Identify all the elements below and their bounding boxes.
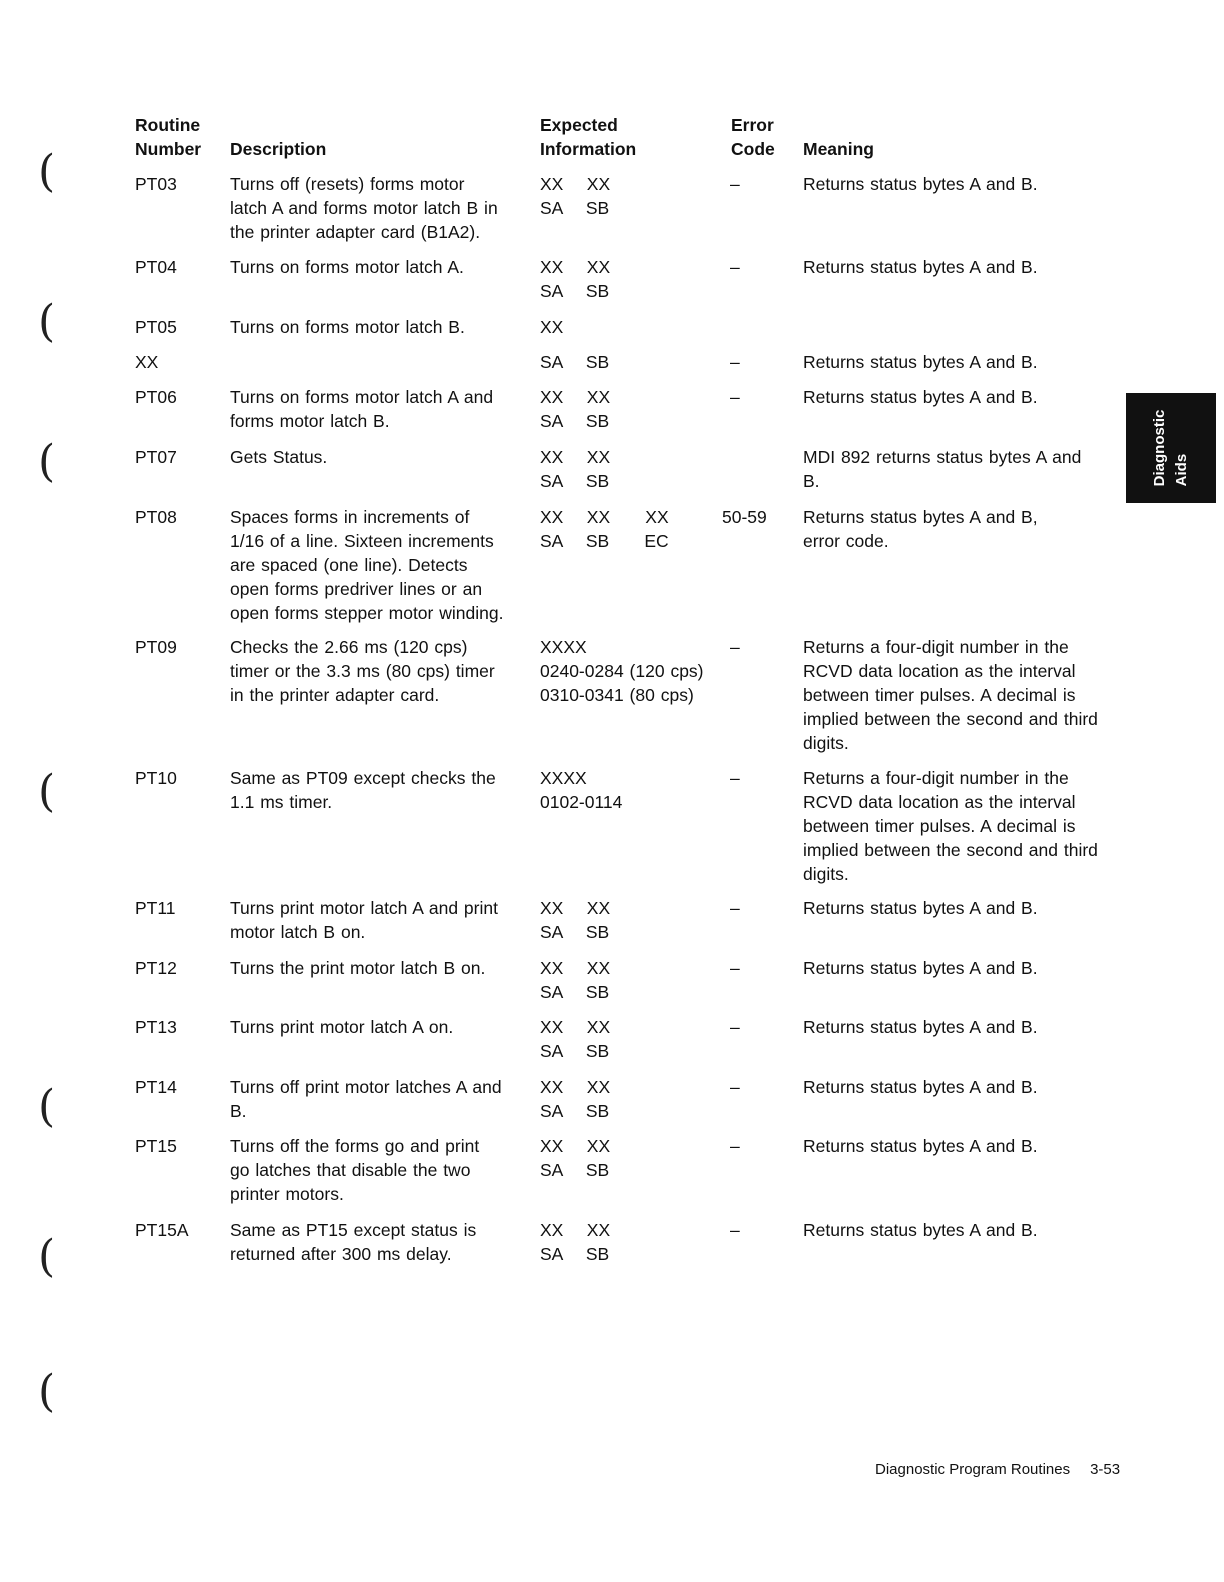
meaning: Returns status bytes A and B. [803, 958, 1038, 978]
meaning: Returns status bytes A and B. [803, 1077, 1038, 1097]
error-code: – [730, 1220, 740, 1240]
meaning: Returns status bytes A and B. [803, 174, 1038, 194]
meaning: MDI 892 returns status bytes A and B. [803, 447, 1082, 491]
expected-information: XXXX 0102-0114 [540, 768, 623, 812]
routine-description: Turns print motor latch A and print motor latch B on. [230, 898, 498, 942]
section-tab [1126, 393, 1216, 503]
meaning: Returns status bytes A and B. [803, 387, 1038, 407]
routine-number: PT10 [135, 768, 177, 788]
routine-description: Same as PT09 except checks the 1.1 ms timer. [230, 768, 496, 812]
error-code: – [730, 768, 740, 788]
binder-mark-icon: ( [38, 1081, 56, 1132]
section-tab-line1: Diagnostic [1151, 409, 1168, 487]
expected-information: XX XX XX SA SB EC [540, 507, 669, 551]
page-number: 3-53 [1090, 1461, 1121, 1478]
error-code: 50-59 [722, 507, 767, 527]
error-code: – [730, 387, 740, 407]
header-meaning: Meaning [803, 139, 874, 159]
section-tab-label [1149, 410, 1193, 487]
error-code: – [730, 958, 740, 978]
routine-number: PT05 [135, 317, 177, 337]
error-code: – [730, 898, 740, 918]
routine-number: PT09 [135, 637, 177, 657]
routine-number: PT04 [135, 257, 177, 277]
error-code: – [730, 637, 740, 657]
error-code: – [730, 1017, 740, 1037]
binder-mark-icon: ( [38, 296, 56, 347]
routine-number: PT13 [135, 1017, 177, 1037]
expected-information: XX [540, 317, 564, 337]
meaning: Returns status bytes A and B. [803, 1220, 1038, 1240]
routine-number: PT06 [135, 387, 177, 407]
footer-title: Diagnostic Program Routines [875, 1461, 1071, 1478]
meaning: Returns a four-digit number in the RCVD data location as the interval between timer pulses. A decimal is implied between the second and third digits. [803, 768, 1098, 884]
expected-information: XX XX SA SB [540, 257, 611, 301]
routine-description: Spaces forms in increments of 1/16 of a line. Sixteen increments are spaced (one line). Detects open forms predriver lines or an open forms stepper motor winding. [230, 507, 504, 623]
expected-information: XX XX SA SB [540, 1077, 611, 1121]
routine-description: Turns the print motor latch B on. [230, 958, 486, 978]
meaning: Returns status bytes A and B. [803, 898, 1038, 918]
error-code: – [730, 1136, 740, 1156]
expected-information: XX XX SA SB [540, 898, 611, 942]
expected-information: XX XX SA SB [540, 174, 611, 218]
meaning: Returns status bytes A and B. [803, 352, 1038, 372]
error-code: – [730, 352, 740, 372]
meaning: Returns status bytes A and B, error code. [803, 507, 1038, 551]
routine-description: Gets Status. [230, 447, 328, 467]
binder-mark-icon: ( [38, 146, 56, 197]
routine-number: PT03 [135, 174, 177, 194]
expected-information: SA SB [540, 352, 610, 372]
binder-mark-icon: ( [38, 1366, 56, 1417]
header-error-code: Error Code [731, 115, 775, 159]
error-code: – [730, 257, 740, 277]
meaning: Returns a four-digit number in the RCVD data location as the interval between timer pulses. A decimal is implied between the second and third digits. [803, 637, 1098, 753]
expected-information: XX XX SA SB [540, 1136, 611, 1180]
routine-description: Turns print motor latch A on. [230, 1017, 454, 1037]
routine-description: Checks the 2.66 ms (120 cps) timer or the 3.3 ms (80 cps) timer in the printer adapter card. [230, 637, 495, 705]
meaning: Returns status bytes A and B. [803, 257, 1038, 277]
routine-number: PT12 [135, 958, 177, 978]
meaning: Returns status bytes A and B. [803, 1136, 1038, 1156]
expected-information: XX XX SA SB [540, 958, 611, 1002]
expected-information: XX XX SA SB [540, 1220, 611, 1264]
routine-description: Same as PT15 except status is returned after 300 ms delay. [230, 1220, 477, 1264]
binder-mark-icon: ( [38, 436, 56, 487]
binder-mark-icon: ( [38, 766, 56, 817]
routine-number: PT15A [135, 1220, 189, 1240]
error-code: – [730, 174, 740, 194]
routine-number: PT08 [135, 507, 177, 527]
routine-description: Turns on forms motor latch A and forms motor latch B. [230, 387, 494, 431]
error-code: – [730, 1077, 740, 1097]
expected-information: XX XX SA SB [540, 447, 611, 491]
page-footer [875, 1460, 1120, 1480]
routine-number: PT15 [135, 1136, 177, 1156]
meaning: Returns status bytes A and B. [803, 1017, 1038, 1037]
routine-description: Turns off print motor latches A and B. [230, 1077, 502, 1121]
expected-information: XX XX SA SB [540, 387, 611, 431]
binder-mark-icon: ( [38, 1231, 56, 1282]
routine-description: Turns off the forms go and print go latches that disable the two printer motors. [230, 1136, 480, 1204]
routine-description: Turns on forms motor latch B. [230, 317, 465, 337]
header-expected-information: Expected Information [540, 115, 637, 159]
expected-information: XX XX SA SB [540, 1017, 611, 1061]
routine-number: PT11 [135, 898, 176, 918]
header-description: Description [230, 139, 327, 159]
routine-description: Turns on forms motor latch A. [230, 257, 464, 277]
expected-information: XXXX 0240-0284 (120 cps) 0310-0341 (80 cps) [540, 637, 704, 705]
header-routine-number: Routine Number [135, 115, 202, 159]
routine-number: XX [135, 352, 159, 372]
routine-description: Turns off (resets) forms motor latch A and forms motor latch B in the printer adapter card (B1A2). [230, 174, 498, 242]
routine-number: PT14 [135, 1077, 177, 1097]
section-tab-line2: Aids [1173, 453, 1190, 487]
routine-number: PT07 [135, 447, 177, 467]
